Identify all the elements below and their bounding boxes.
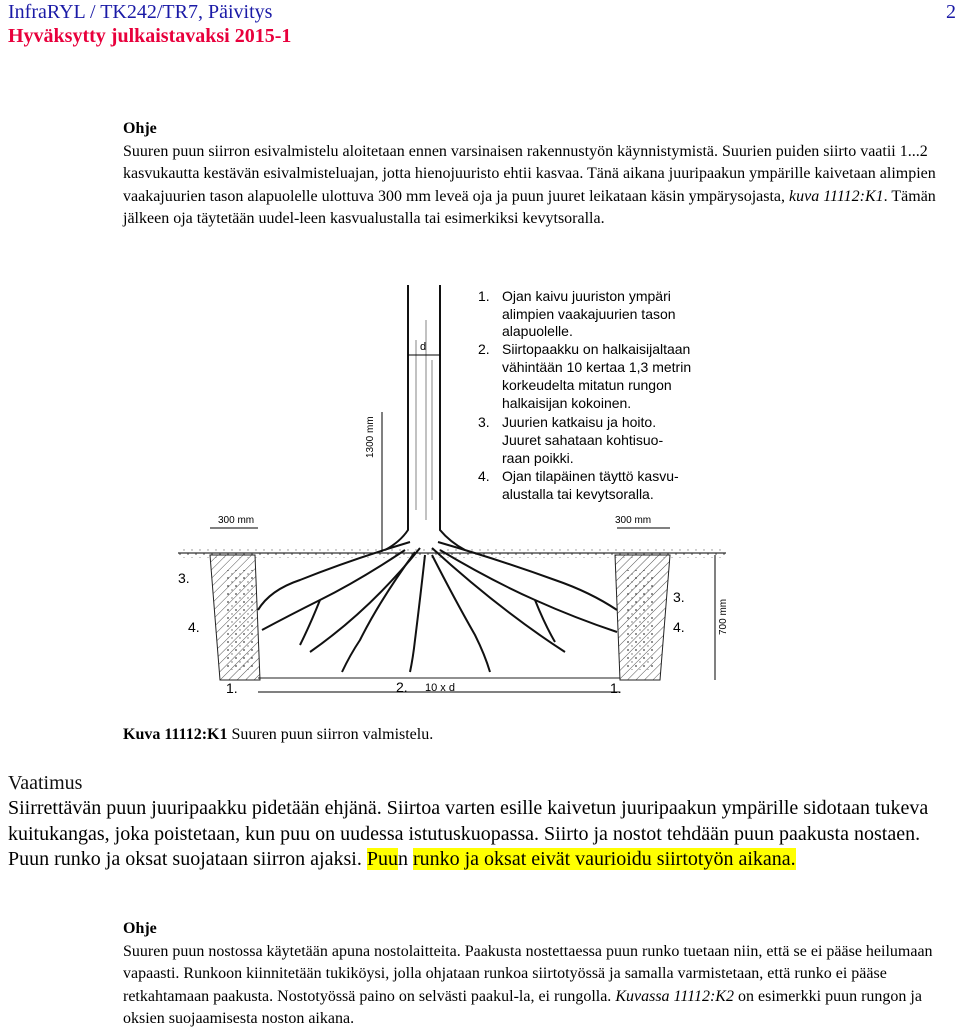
ohje2-text: Suuren puun nostossa käytetään apuna nostolaitteita. Paakusta nostettaessa puun runko tuetaan niin, että se ei pääse heilumaan vapaasti. Runkoon kiinnitetään tukiköysi, jolla ohjataan runkoa siirtotyössä ja samalla varmistetaan, että runko ei pääse retkahtamaan paakusta. Nostotyössä paino on selvästi paakul-la, ei rungolla. (123, 942, 933, 1005)
tree-root-diagram (170, 280, 730, 700)
legend-line: Juuret sahataan kohtisuo- (502, 432, 664, 448)
figure-reference-2: Kuvassa 11112:K2 (615, 987, 734, 1005)
page-number: 2 (946, 1, 956, 23)
ohje-label-2: Ohje (123, 920, 157, 937)
legend-line: alustalla tai kevytsoralla. (502, 486, 654, 502)
ohje-label: Ohje (123, 120, 157, 137)
mark-left-1: 1. (226, 680, 238, 696)
left-trench-fill (225, 570, 253, 670)
mark-right-1: 1. (610, 680, 622, 696)
mark-bottom-2: 2. (396, 679, 408, 695)
diagram-svg (170, 280, 730, 700)
ohje-text-end: . Tämän jälkeen oja täytetään uudel-leen kasvualustalla tai esimerkiksi kevytsoralla. (123, 187, 936, 227)
page-header (8, 0, 958, 48)
vaatimus-text (8, 796, 956, 873)
legend-num-2: 2. (478, 341, 490, 357)
legend-line: vähintään 10 kertaa 1,3 metrin (502, 359, 692, 375)
ohje2-text-end: on esimerkki puun rungon ja oksien suojaamisesta noston aikana. (123, 987, 922, 1027)
vaatimus-mid: n (397, 848, 413, 870)
mark-right-3: 3. (673, 589, 685, 605)
ohje-text: Suuren puun siirron esivalmistelu aloitetaan ennen varsinaisen rakennustyön käynnistymistä. Suurien puiden siirto vaatii 1...2 kasvukautta kestävän esivalmisteluajan, jotta hienojuuristo ehtii kasvaa. Tänä aikana juuripaakun ympärille kaivetaan alimpien vaakajuurien tason alapuolelle ulottuva 300 mm leveä oja ja puun juuret leikataan käsin ympärysojasta, (123, 142, 936, 205)
legend-line: raan poikki. (502, 450, 574, 466)
label-300-left: 300 mm (218, 515, 255, 526)
right-trench-fill (625, 570, 653, 670)
diagram-legend (478, 288, 691, 502)
label-300-right: 300 mm (615, 515, 652, 526)
label-1300: 1300 mm (365, 416, 376, 458)
label-10xd: 10 x d (425, 682, 455, 694)
tree-trunk (385, 285, 465, 550)
highlight-1: Puu (366, 848, 398, 870)
legend-line: alapuolelle. (502, 323, 573, 339)
tree-roots (258, 542, 617, 672)
legend-line: korkeudelta mitatun rungon (502, 377, 672, 393)
legend-line: Siirtopaakku on halkaisijaltaan (502, 341, 691, 357)
legend-line: alimpien vaakajuurien tason (502, 306, 676, 322)
legend-num-1: 1. (478, 288, 490, 304)
label-700: 700 mm (718, 598, 729, 635)
vaatimus-section (8, 770, 956, 873)
caption-text: Suuren puun siirron valmistelu. (227, 726, 434, 743)
ohje-section-1 (123, 118, 955, 231)
legend-line: Juurien katkaisu ja hoito. (502, 414, 657, 430)
legend-num-3: 3. (478, 414, 490, 430)
header-title: InfraRYL / TK242/TR7, Päivitys (8, 1, 273, 23)
mark-left-3: 3. (178, 570, 190, 586)
vaatimus-body: Siirrettävän puun juuripaakku pidetään ehjänä. Siirtoa varten esille kaivetun juuripaakun ympärille sidotaan tukeva kuitukangas, joka poistetaan, kun puu on uudessa istutuskuopassa. Siirto ja nostot tehdään puun paakusta nostaen. Puun runko ja oksat suojataan siirron ajaksi. (8, 797, 929, 870)
legend-line: Ojan kaivu juuriston ympäri (502, 288, 671, 304)
caption-label: Kuva 11112:K1 (123, 726, 228, 743)
ohje-section-2 (123, 918, 955, 1031)
figure-caption (123, 724, 433, 746)
figure-reference: kuva 11112:K1 (789, 187, 884, 205)
highlight-2: runko ja oksat eivät vaurioidu siirtotyön aikana. (412, 848, 796, 870)
header-subtitle: Hyväksytty julkaistavaksi 2015-1 (8, 25, 292, 47)
legend-num-4: 4. (478, 468, 490, 484)
legend-line: Ojan tilapäinen täyttö kasvu- (502, 468, 679, 484)
mark-left-4: 4. (188, 619, 200, 635)
mark-right-4: 4. (673, 619, 685, 635)
label-d: d (420, 341, 427, 353)
vaatimus-title: Vaatimus (8, 772, 83, 794)
legend-line: halkaisijan kokoinen. (502, 395, 632, 411)
